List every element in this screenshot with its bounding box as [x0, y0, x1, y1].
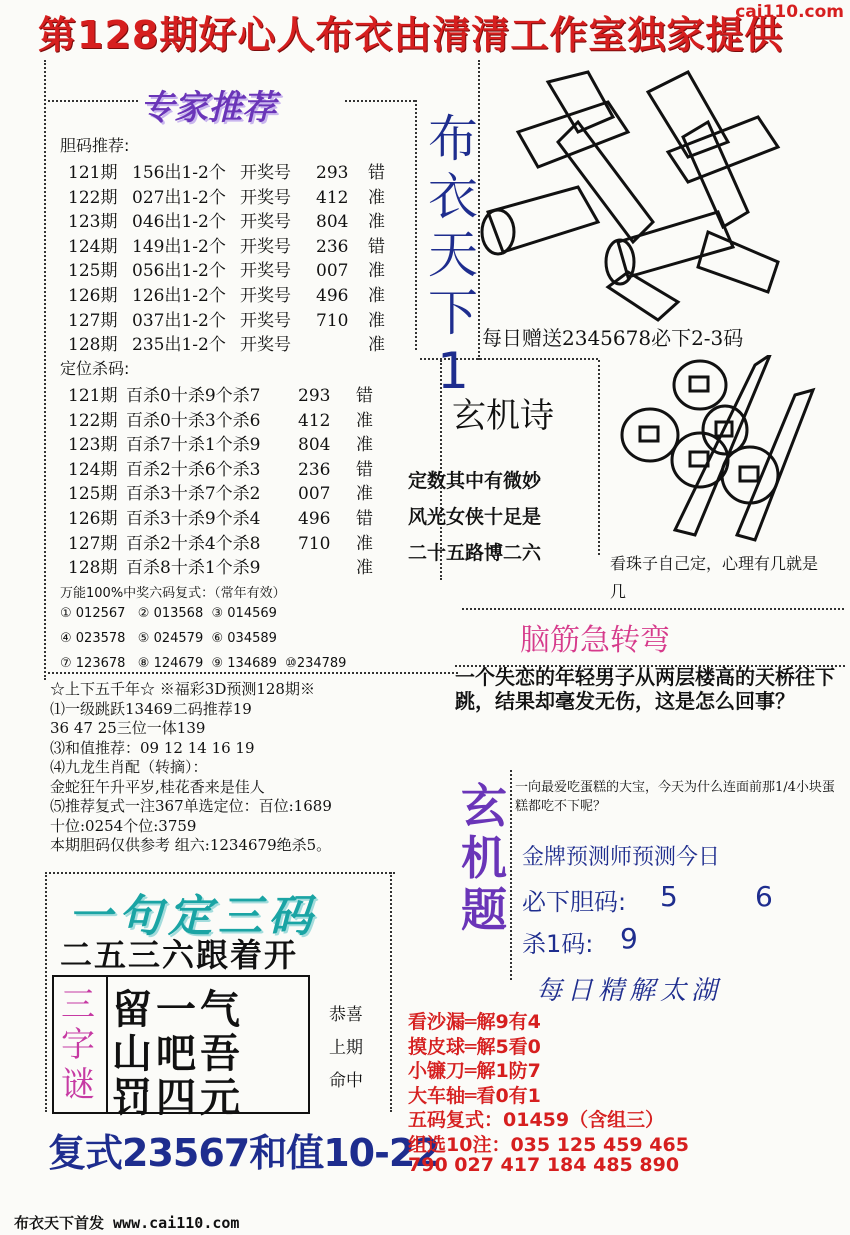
dan-open-label: 开奖号 — [240, 187, 291, 208]
taihu-line: 看沙漏═解9有4 — [408, 1011, 541, 1033]
kill-row — [68, 529, 380, 554]
must-label: 必下胆码: — [522, 888, 627, 916]
xuanji-vertical — [456, 780, 512, 936]
buyi-char: 布 — [428, 110, 478, 168]
dan-open: 804 — [316, 212, 349, 233]
combo-line: ④ 023578 ⑤ 024579 ⑥ 034589 — [60, 631, 277, 646]
dan-row — [68, 306, 392, 331]
kill-result: 准 — [356, 410, 373, 431]
forecast-line: ☆上下五千年☆ ※福彩3D预测128期※ — [50, 680, 315, 698]
forecast-line: 十位:0254个位:3759 — [50, 816, 197, 835]
dan-result: 准 — [368, 261, 385, 282]
poem-line: 定数其中有微妙 — [408, 470, 542, 492]
page-title: 第128期好心人布衣由清清工作室独家提供 — [38, 13, 784, 57]
forecast-line: 本期胆码仅供参考 组六:1234679绝杀5。 — [50, 836, 332, 854]
dan-open: 236 — [316, 236, 349, 257]
kill-row — [68, 430, 380, 455]
divider — [390, 872, 392, 1112]
coins-image — [605, 355, 820, 545]
combo-label: 万能100%中奖六码复式：（常年有效） — [60, 586, 286, 601]
poem-line: 二十五路博二六 — [408, 542, 542, 564]
szm-line: 山吧吾 — [112, 1031, 244, 1077]
szm-char: 字 — [61, 1025, 95, 1065]
dan-result: 错 — [368, 163, 385, 183]
dan-pick: 149出1-2个 — [132, 236, 226, 257]
combo-line: ⑦ 123678 ⑧ 124679 ⑨ 134689 ⑩234789 — [60, 656, 347, 671]
forecast-line: 36 47 25三位一体139 — [50, 719, 206, 737]
dan-open: 496 — [316, 285, 349, 306]
kill-pick: 百杀0十杀3个杀6 — [126, 410, 261, 431]
buyi-char: 1 — [437, 342, 469, 400]
dan-result: 准 — [368, 212, 385, 233]
daily-gift: 每日赠送2345678必下2-3码 — [482, 326, 744, 350]
divider — [45, 872, 47, 1112]
divider — [44, 60, 46, 680]
dan-open-label: 开奖号 — [240, 236, 291, 257]
kill-row — [68, 406, 380, 431]
dan-table — [68, 158, 392, 355]
one-sentence-title: 一句定三码 — [68, 891, 318, 942]
dan-open-label: 开奖号 — [240, 163, 291, 183]
kill-open: 293 — [298, 386, 331, 406]
must-value-1: 5 — [660, 880, 678, 913]
kill-period: 123期 — [68, 435, 118, 456]
kill-open: 007 — [298, 484, 331, 505]
kill-period: 126期 — [68, 508, 118, 529]
dan-row — [68, 232, 392, 257]
taihu-line: 小镰刀═解1防7 — [408, 1060, 541, 1082]
buyi-char: 天 — [428, 226, 478, 284]
poem-title: 玄机诗 — [452, 396, 554, 436]
szm-char: 三 — [61, 985, 95, 1025]
kill-row — [68, 553, 380, 578]
taihu-line: 摸皮球═解5看0 — [408, 1035, 541, 1058]
congrats-line: 上期 — [329, 1038, 363, 1058]
poem-lines — [408, 466, 541, 574]
dan-open-label: 开奖号 — [240, 335, 291, 356]
dan-open-label: 开奖号 — [240, 212, 291, 233]
kill-period: 127期 — [68, 533, 118, 554]
dan-pick: 056出1-2个 — [132, 261, 226, 282]
buyi-char: 衣 — [428, 168, 478, 226]
kill-pick: 百杀3十杀7个杀2 — [126, 484, 261, 505]
divider — [598, 360, 600, 555]
kill-open: 236 — [298, 459, 331, 480]
kill-open: 804 — [298, 435, 331, 456]
kill-open: 710 — [298, 533, 331, 554]
kill-result: 准 — [356, 435, 373, 456]
dan-open-label: 开奖号 — [240, 285, 291, 306]
kill-one-label: 杀1码: — [522, 930, 594, 958]
szm-char: 谜 — [61, 1065, 95, 1105]
forecast-line: ⑶和值推荐：09 12 14 16 19 — [50, 738, 255, 757]
kill-pick: 百杀7十杀1个杀9 — [126, 435, 261, 456]
combo-line: ① 012567 ② 013568 ③ 014569 — [60, 606, 277, 621]
kill-period: 121期 — [68, 386, 118, 406]
dan-open: 293 — [316, 163, 349, 183]
dan-result: 准 — [368, 187, 385, 208]
three-char-vertical — [56, 985, 100, 1105]
kill-pick: 百杀2十杀4个杀8 — [126, 533, 261, 554]
kill-result: 错 — [356, 386, 373, 406]
combo-list — [60, 606, 346, 681]
fushi-banner: 复式23567和值10-22 — [48, 1131, 440, 1175]
dan-pick: 235出1-2个 — [132, 335, 226, 356]
divider — [48, 100, 138, 102]
congrats-line: 恭喜 — [329, 1005, 363, 1025]
poem-line: 风光女侠十足是 — [408, 506, 542, 528]
kill-pick: 百杀0十杀9个杀7 — [126, 386, 261, 406]
buyi-vertical — [425, 110, 481, 400]
divider — [345, 100, 415, 102]
kill-pick: 百杀2十杀6个杀3 — [126, 459, 261, 480]
taihu-line: 组选10注：035 125 459 465 — [408, 1133, 689, 1156]
dan-result: 准 — [368, 310, 385, 331]
taihu-line: 五码复式：01459（含组三） — [408, 1109, 665, 1131]
dan-open: 007 — [316, 261, 349, 282]
dan-period: 123期 — [68, 212, 118, 233]
xuanji-char: 题 — [461, 883, 507, 937]
dan-open-label: 开奖号 — [240, 310, 291, 331]
kill-table — [68, 381, 380, 578]
kill-open: 496 — [298, 508, 331, 529]
kill-row — [68, 455, 380, 480]
kill-result: 准 — [356, 533, 373, 554]
dan-result: 准 — [368, 285, 385, 306]
number-sketch-image — [478, 62, 818, 322]
dan-row — [68, 256, 392, 281]
kill-open: 412 — [298, 410, 331, 431]
buyi-char: 下 — [428, 284, 478, 342]
kill-period: 122期 — [68, 410, 118, 431]
kill-result: 准 — [356, 558, 373, 579]
xuanji-char: 玄 — [461, 779, 507, 833]
dan-pick: 046出1-2个 — [132, 212, 226, 233]
forecast-block — [50, 680, 450, 856]
divider — [415, 100, 417, 350]
congrats-line: 命中 — [329, 1071, 363, 1091]
dan-row — [68, 158, 392, 183]
cake-question: 一向最爱吃蛋糕的大宝，今天为什么连面前那1/4小块蛋糕都吃不下呢？ — [515, 780, 835, 814]
szm-line: 留一气 — [112, 987, 244, 1033]
dan-period: 121期 — [68, 163, 118, 183]
dan-row — [68, 183, 392, 208]
dan-label: 胆码推荐: — [60, 136, 130, 155]
xuanji-char: 机 — [461, 831, 507, 885]
dan-period: 124期 — [68, 236, 118, 257]
kill-result: 准 — [356, 484, 373, 505]
dan-pick: 027出1-2个 — [132, 187, 226, 208]
dan-result: 准 — [368, 335, 385, 356]
kill-one-value: 9 — [620, 922, 638, 955]
dan-result: 错 — [368, 236, 385, 257]
kill-row — [68, 479, 380, 504]
must-value-2: 6 — [755, 880, 773, 913]
brain-teaser-title: 脑筋急转弯 — [520, 623, 670, 658]
dan-row — [68, 207, 392, 232]
dan-open-label: 开奖号 — [240, 261, 291, 282]
footer-text: 布衣天下首发 www.cai110.com — [14, 1214, 240, 1232]
divider — [462, 608, 844, 610]
szm-line: 罚四元 — [112, 1075, 244, 1121]
kill-row — [68, 504, 380, 529]
dan-open: 412 — [316, 187, 349, 208]
dan-period: 122期 — [68, 187, 118, 208]
dan-period: 126期 — [68, 285, 118, 306]
dan-row — [68, 330, 392, 355]
kill-pick: 百杀3十杀9个杀4 — [126, 508, 261, 529]
bead-text: 看珠子自己定，心理有几就是几 — [610, 554, 819, 601]
dan-period: 125期 — [68, 261, 118, 282]
forecast-line: 金蛇狂午升平岁,桂花香来是佳人 — [50, 777, 265, 796]
riddle-text: 一个失恋的年轻男子从两层楼高的天桥往下跳，结果却毫发无伤，这是怎么回事？ — [455, 665, 835, 713]
dan-pick: 126出1-2个 — [132, 285, 226, 306]
taihu-line: 790 027 417 184 485 890 — [408, 1154, 680, 1176]
kill-result: 错 — [356, 508, 373, 529]
kill-pick: 百杀8十杀1个杀9 — [126, 558, 261, 579]
site-watermark[interactable]: cai110.com — [735, 2, 844, 22]
dan-open: 710 — [316, 310, 349, 331]
forecast-line: ⑸推荐复式一注367单选定位：百位:1689 — [50, 797, 332, 815]
dan-row — [68, 281, 392, 306]
dan-pick: 037出1-2个 — [132, 310, 226, 331]
kill-period: 124期 — [68, 459, 118, 480]
divider — [45, 872, 395, 874]
dan-period: 127期 — [68, 310, 118, 331]
kill-result: 错 — [356, 459, 373, 480]
kill-period: 125期 — [68, 484, 118, 505]
gold-title: 金牌预测师预测今日 — [522, 845, 721, 870]
expert-title: 专家推荐 — [140, 88, 276, 128]
kill-period: 128期 — [68, 558, 118, 579]
dan-pick: 156出1-2个 — [132, 163, 226, 183]
dan-period: 128期 — [68, 335, 118, 356]
taihu-title: 每日精解太湖 — [536, 976, 723, 1006]
kill-row — [68, 381, 380, 406]
forecast-line: ⑷九龙生肖配（转摘）： — [50, 758, 208, 776]
taihu-line: 大车轴═看0有1 — [408, 1084, 541, 1107]
kill-label: 定位杀码: — [60, 359, 130, 378]
forecast-line: ⑴一级跳跃13469二码推荐19 — [50, 699, 252, 718]
one-sentence-chant: 二五三六跟着开 — [60, 936, 299, 974]
